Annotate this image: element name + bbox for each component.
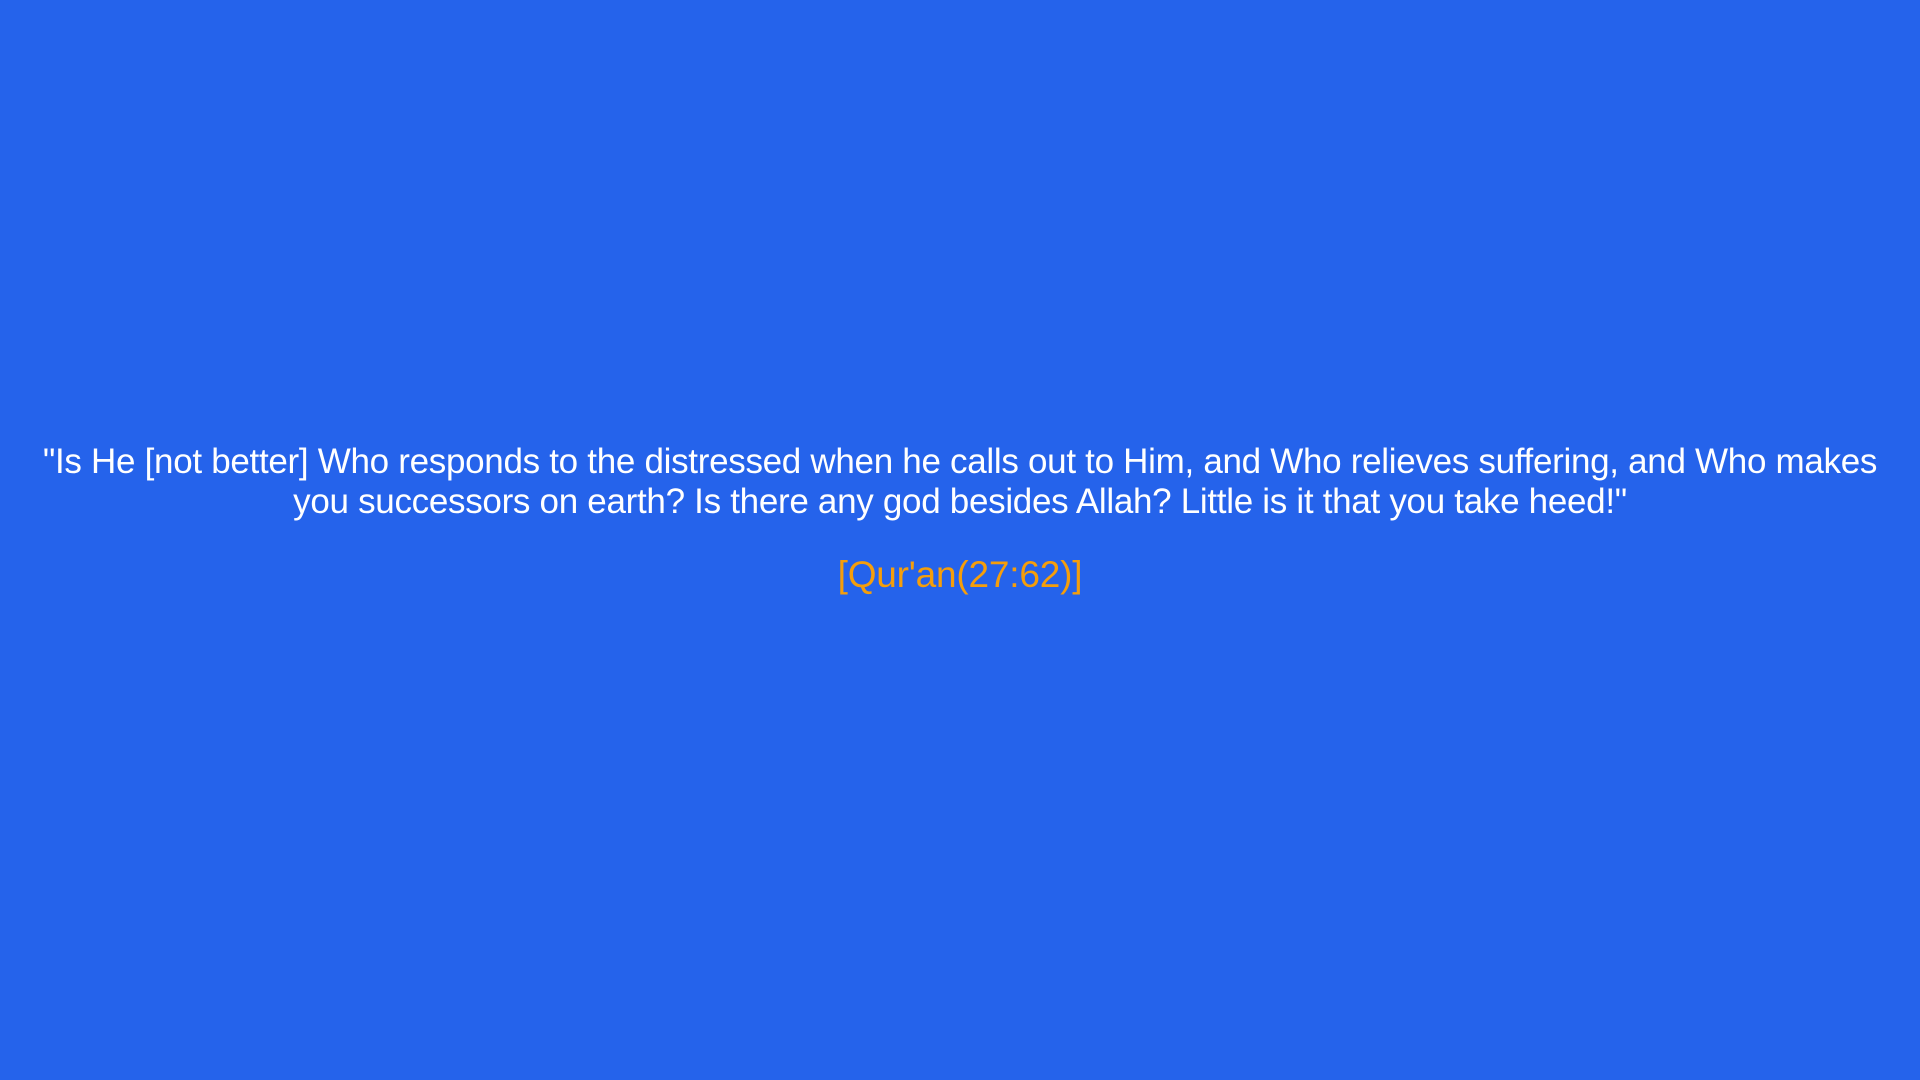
quote-block	[0, 442, 1920, 597]
quote-source: [Qur'an(27:62)]	[837, 554, 1083, 595]
quote-text: "Is He [not better] Who responds to the distressed when he calls out to Him, and Who relieves suffering, and Who makes you successors on earth? Is there any god besides Allah? Little is it that you take heed!"	[42, 442, 1878, 521]
